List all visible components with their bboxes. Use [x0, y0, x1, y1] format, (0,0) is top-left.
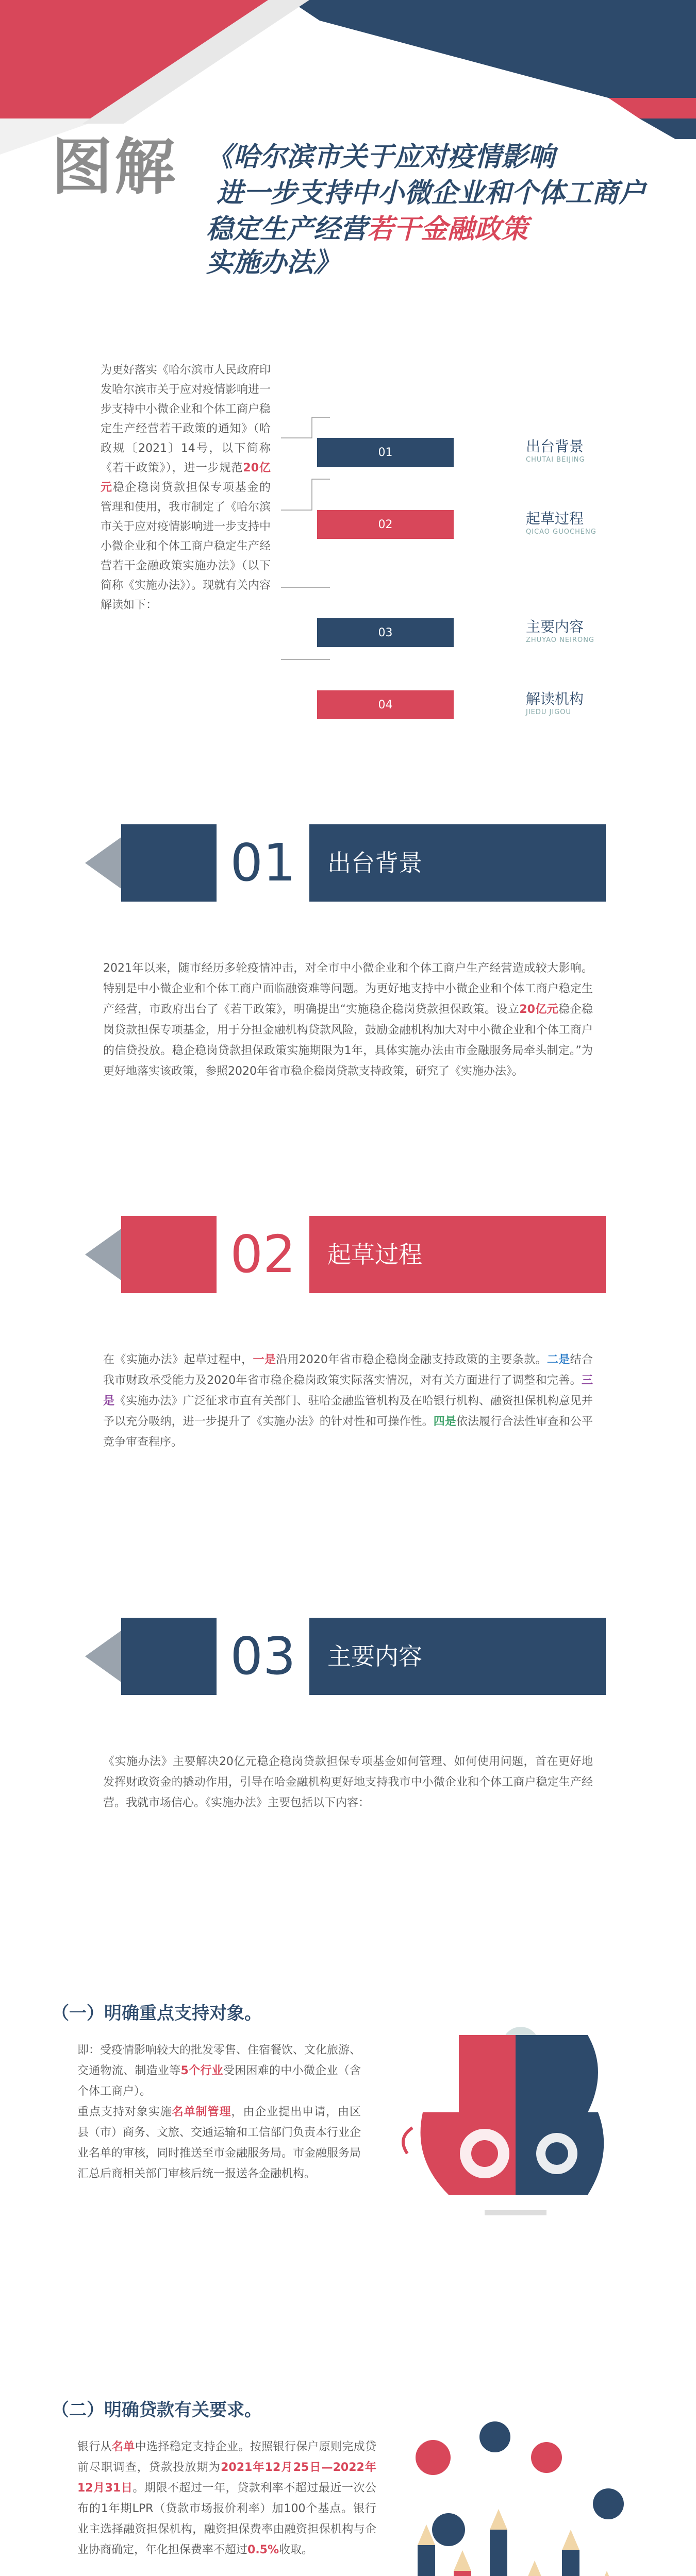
toc-badge-02[interactable]: 02 — [317, 510, 454, 539]
toc-title-02[interactable]: 起草过程 — [526, 510, 584, 527]
p2-a: 银行从 — [77, 2441, 112, 2453]
title-line-3c: 实施办法》 — [206, 247, 341, 278]
toc-intro-emphasis: 20亿元 — [101, 462, 271, 494]
s2-a: 在《实施办法》起草过程中， — [103, 1353, 253, 1366]
p1-a: 即：受疫情影响较大的批发零售、住宿餐饮、文化旅游、交通物流、制造业等 — [77, 2044, 361, 2077]
toc-title-01[interactable]: 出台背景 — [526, 438, 584, 455]
title-line-1: 《哈尔滨市关于应对疫情影响 — [206, 142, 555, 173]
p2-em1: 名单 — [111, 2441, 135, 2453]
pencils-illustration — [397, 2411, 644, 2576]
s2-em3: 三是 — [103, 1374, 593, 1408]
s1-text-emphasis: 20亿元 — [519, 1003, 559, 1016]
section-bar — [121, 824, 606, 902]
p2-em2: 2021年12月25日—2022年12月31日 — [77, 2461, 376, 2495]
title-line-3 — [206, 213, 660, 280]
toc-intro-text — [101, 361, 271, 615]
subtext-1 — [77, 2040, 361, 2184]
p1-d: ，由企业提出申请，由区县（市）商务、文旅、交通运输和工信部门负责本行业企业名单的审核，同时推送至市金融服务局。市金融服务局汇总后商相关部门审核后统一报送各金融机构。 — [77, 2106, 361, 2180]
p2-b: 中选择稳定支持企业。按照银行保户原则完成贷前尽职调查，贷款投放期为 — [77, 2441, 376, 2474]
section-header-03 — [85, 1618, 606, 1695]
toc-title-03[interactable]: 主要内容 — [526, 618, 584, 635]
section-02-text — [103, 1350, 593, 1453]
toc-badge-03[interactable]: 03 — [317, 618, 454, 647]
section-label: 起草过程 — [327, 1241, 422, 1268]
subtext-2 — [77, 2437, 376, 2561]
section-label: 出台背景 — [327, 849, 422, 877]
s2-em4: 四是 — [433, 1415, 456, 1428]
section-number: 01 — [217, 824, 309, 902]
section-header-01 — [85, 824, 606, 902]
toc-intro-b: 稳企稳岗贷款担保专项基金的管理和使用，我市制定了《哈尔滨市关于应对疫情影响进一步支持中小微企业和个体工商户稳定生产经营若干金融政策实施办法》（以下简称《实施办法》）。现就有关内容解读如下： — [101, 481, 271, 612]
section-bar — [121, 1618, 606, 1695]
s2-em2: 二是 — [546, 1353, 570, 1366]
toc-sub-01: CHUTAI BEIJING — [526, 456, 585, 464]
section-header-02 — [85, 1216, 606, 1293]
s1-text-b: 稳企稳岗贷款担保专项基金，用于分担金融机构贷款风险，鼓励金融机构加大对中小微企业和个体工商户的信贷投放。稳企稳岗贷款担保政策实施期限为1年，具体实施办法由市金融服务局牵头制定。”为更好地落实该政策，参照2020年省市稳企稳岗贷款支持政策，研究了《实施办法》。 — [103, 1003, 593, 1078]
p1-c: 重点支持对象实施 — [77, 2106, 172, 2119]
s2-b: 沿用2020年省市稳企稳岗金融支持政策的主要条款。 — [276, 1353, 547, 1366]
section-number: 03 — [217, 1618, 309, 1695]
p2-c: 。期限不超过一年，贷款利率不超过最近一次公布的1年期LPR（贷款市场报价利率）加100个基点。银行业主选择融资担保机构，融资担保费率由融资担保机构与企业协商确定，年化担保费率不超过 — [77, 2482, 376, 2556]
section-bar — [121, 1216, 606, 1293]
s1-text-a: 2021年以来，随市经历多轮疫情冲击，对全市中小微企业和个体工商户生产经营造成较大影响。特别是中小微企业和个体工商户面临融资难等问题。为更好地支持中小微企业和个体工商户稳定生产经营，市政府出台了《若干政策》，明确提出“实施稳企稳岗贷款担保政策。设立 — [103, 962, 593, 1016]
toc-badge-01[interactable]: 01 — [317, 438, 454, 467]
subhead-1: （一）明确重点支持对象。 — [52, 2003, 262, 2024]
title-graphic-label: 图解 — [52, 131, 178, 202]
s2-e: 依法履行合法性审查和公平竞争审查程序。 — [103, 1415, 593, 1449]
p2-d: 收取。 — [279, 2544, 313, 2556]
p1-em2: 名单制管理 — [172, 2106, 231, 2119]
section-03-intro: 《实施办法》主要解决20亿元稳企稳岗贷款担保专项基金如何管理、如何使用问题，首在更好地发挥财政资金的撬动作用，引导在哈金融机构更好地支持我市中小微企业和个体工商户稳定生产经营。我就市场信心。《实施办法》主要包括以下内容： — [103, 1755, 593, 1809]
s2-em1: 一是 — [253, 1353, 276, 1366]
subhead-2: （二）明确贷款有关要求。 — [52, 2400, 262, 2420]
section-label: 主要内容 — [327, 1642, 422, 1670]
section-01-text — [103, 958, 593, 1082]
toc-intro-a: 为更好落实《哈尔滨市人民政府印发哈尔滨市关于应对疫情影响进一步支持中小微企业和个体工商户稳定生产经营若干政策的通知》（哈政规〔2021〕14号，以下简称《若干政策》），进一步规范 — [101, 364, 271, 474]
toc-sub-02: QICAO GUOCHENG — [526, 528, 596, 536]
p2-em3: 0.5% — [247, 2544, 279, 2556]
section-number: 02 — [217, 1216, 309, 1293]
p1-em: 5个行业 — [180, 2064, 223, 2077]
title-line-3-highlight: 若干金融政策 — [367, 214, 528, 245]
title-line-3a: 稳定生产经营 — [206, 214, 368, 245]
toc-sub-03: ZHUYAO NEIRONG — [526, 636, 594, 644]
section-arrow — [85, 1631, 121, 1682]
s2-c: 结合我市财政承受能力及2020年省市稳企稳岗政策实际落实情况，对有关方面进行了调整和完善。 — [103, 1353, 593, 1387]
p1-b: 受困困难的中小微企业（含个体工商户）。 — [77, 2064, 361, 2098]
toc-sub-04: JIEDU JIGOU — [526, 708, 572, 716]
s2-d: 《实施办法》广泛征求市直有关部门、驻哈金融监管机构及在哈银行机构、融资担保机构意见并予以充分吸纳，进一步提升了《实施办法》的针对性和可操作性。 — [103, 1395, 593, 1428]
section-arrow — [85, 1229, 121, 1280]
toc-badge-04[interactable]: 04 — [317, 690, 454, 719]
section-arrow — [85, 837, 121, 889]
toc-title-04[interactable]: 解读机构 — [526, 690, 584, 707]
title-line-2: 进一步支持中小微企业和个体工商户 — [217, 178, 646, 209]
puzzle-illustration — [392, 2025, 634, 2241]
